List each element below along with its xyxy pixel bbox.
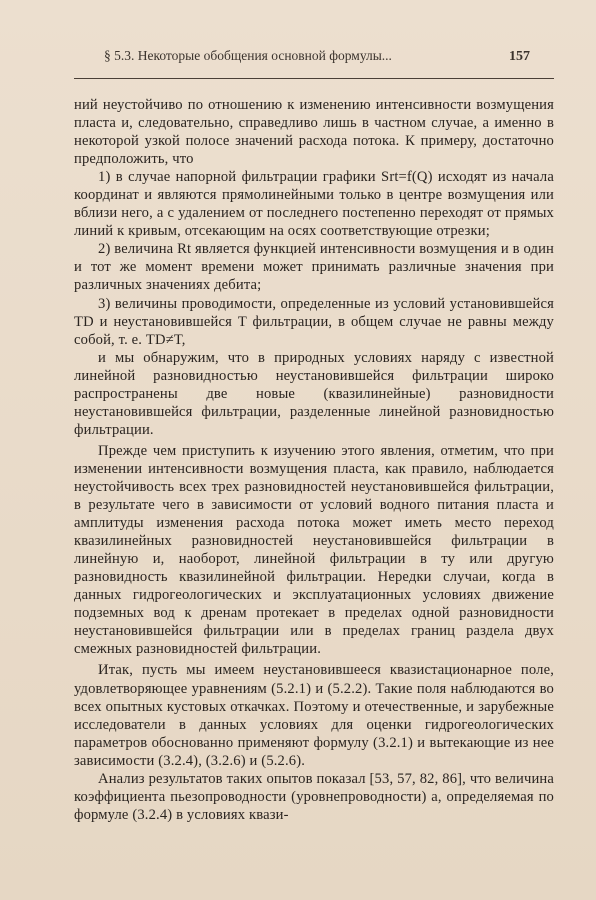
page-number: 157 (509, 49, 530, 64)
paragraph-8: Анализ результатов таких опытов показал [53, 57, 82, 86], что величина коэффициента пьезопроводности (уровнепроводности) a, определяемая по формуле (3.2.4) в условиях квази- (74, 770, 554, 823)
paragraph-2: 1) в случае напорной фильтрации графики Srt=f(Q) исходят из начала координат и являются прямолинейными только в центре возмущения или вблизи него, а с удалением от последнего постепенно переходят от прямых линий к кривым, отсекающим на осях соответствующие отрезки; (74, 169, 554, 240)
running-title: § 5.3. Некоторые обобщения основной формулы... (104, 48, 392, 63)
paragraph-4: 3) величины проводимости, определенные из условий установившейся TD и неустановившейся T фильтрации, в общем случае не равны между собой, т. е. TD≠T, (74, 295, 554, 348)
paragraph-1: ний неустойчиво по отношению к изменению интенсивности возмущения пласта и, следовательно, справедливо лишь в частном случае, а именно в некоторой узкой полосе значений расхода потока. К примеру, достаточно предположить, что (74, 97, 554, 168)
running-header (104, 48, 530, 70)
paragraph-6: Прежде чем приступить к изучению этого явления, отметим, что при изменении интенсивности возмущения пласта, как правило, наблюдается неустойчивость всех трех разновидностей неустановившейся фильтрации, в результате чего в зависимости от условий водного питания пласта и амплитуды изменения расхода потока может иметь место переход квазилинейных разновидностей неустановившейся фильтрации в линейную и, наоборот, линейной фильтрации в ту или другую разновидность квазилинейной фильтрации. Нередки случаи, когда в данных гидрогеологических и эксплуатационных условиях движение подземных вод к дренам протекает в пределах одной разновидности неустановившейся фильтрации или в пределах границ раздела двух смежных разновидностей фильтрации. (74, 442, 554, 658)
paragraph-7: Итак, пусть мы имеем неустановившееся квазистационарное поле, удовлетворяющее уравнениям (5.2.1) и (5.2.2). Такие поля наблюдаются во всех опытных кустовых откачках. Поэтому и отечественные, и зарубежные исследователи в данных условиях для оценки гидрогеологических параметров обоснованно применяют формулу (3.2.1) и вытекающие из нее зависимости (3.2.4), (3.2.6) и (5.2.6). (74, 662, 554, 769)
header-rule (74, 78, 554, 79)
paragraph-5: и мы обнаружим, что в природных условиях наряду с известной линейной разновидностью неустановившейся фильтрации широко распространены две новые (квазилинейные) разновидности неустановившейся фильтрации, разделенные линейной разновидностью фильтрации. (74, 349, 554, 438)
page-body (74, 96, 554, 824)
paragraph-3: 2) величина Rt является функцией интенсивности возмущения и в один и тот же момент времени может принимать различные значения при различных значениях дебита; (74, 241, 554, 294)
